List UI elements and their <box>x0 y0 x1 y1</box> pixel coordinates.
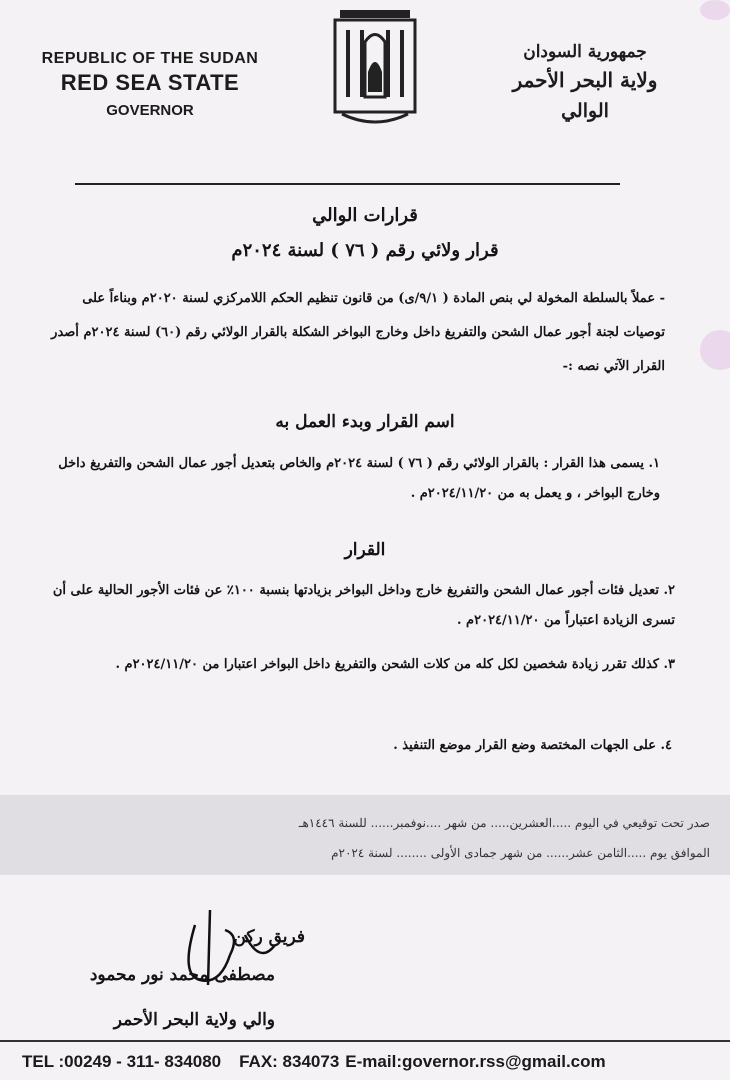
english-letterhead <box>30 50 270 119</box>
state-emblem-icon <box>330 2 420 132</box>
arabic-letterhead <box>460 42 710 122</box>
english-country: REPUBLIC OF THE SUDAN <box>41 50 259 67</box>
issue-date-lines <box>180 808 710 868</box>
issue-date-hijri: صدر تحت توقيعي في اليوم .....العشرين..... من شهر ....نوفمبر...... للسنة ١٤٤٦هـ <box>298 816 710 830</box>
decree-number-title: قرار ولائي رقم ( ٧٦ ) لسنة ٢٠٢٤م <box>231 240 499 261</box>
english-office: GOVERNOR <box>106 102 194 119</box>
footer-fax: FAX: 834073 <box>239 1052 340 1071</box>
clause-4: ٤. على الجهات المختصة وضع القرار موضع التنفيذ . <box>393 738 672 753</box>
document-heading: قرارات الوالي <box>312 205 418 226</box>
issue-date-gregorian: الموافق يوم .....الثامن عشر...... من شهر جمادى الأولى ........ لسنة ٢٠٢٤م <box>331 846 710 860</box>
arabic-state: ولاية البحر الأحمر <box>512 68 658 92</box>
footer-telephone: TEL :00249 - 311- 834080 <box>22 1052 222 1071</box>
signer-rank: فريق ركن <box>233 927 305 947</box>
clause-3: ٣. كذلك تقرر زيادة شخصين لكل كله من كلات الشحن والتفريغ داخل البواخر اعتبارا من ٢٠٢٤/١١/٢٠م . <box>115 657 675 672</box>
signer-title: والي ولاية البحر الأحمر <box>113 1010 275 1030</box>
clause-1: ١. يسمى هذا القرار : بالقرار الولائي رقم ( ٧٦ ) لسنة ٢٠٢٤م والخاص بتعديل أجور عمال الشحن والتفريغ داخل وخارج البواخر ، و يعمل به من ٢٠٢٤/١١/٢٠م . <box>58 456 660 501</box>
contact-footer <box>22 1052 722 1072</box>
english-state: RED SEA STATE <box>60 70 240 95</box>
page-smudge <box>700 0 730 20</box>
clause-2: ٢. تعديل فئات أجور عمال الشحن والتفريغ خارج وداخل البواخر بزيادتها بنسبة ١٠٠٪ عن فئات الأجور الحالية على أن تسرى الزيادة اعتباراً من ٢٠٢٤/١١/٢٠م . <box>52 583 675 628</box>
section-heading-decision: القرار <box>344 540 386 560</box>
arabic-office: الوالي <box>561 100 609 122</box>
page-smudge <box>700 330 730 370</box>
preamble-paragraph: - عملاً بالسلطة المخولة لي بنص المادة ( ٩/١/ى) من قانون تنظيم الحكم اللامركزي لسنة ٢٠٢٠م وبناءاً على توصيات لجنة أجور عمال الشحن والتفريغ داخل وخارج البواخر الشكلة بالقرار الولائي رقم (٦٠) لسنة ٢٠٢٤م أصدر القرار الآتي نصه :- <box>51 291 665 374</box>
header-divider <box>75 183 620 185</box>
footer-email: E-mail:governor.rss@gmail.com <box>345 1052 606 1071</box>
arabic-country: جمهورية السودان <box>523 42 647 62</box>
footer-divider <box>0 1040 730 1042</box>
section-heading-title: اسم القرار وبدء العمل به <box>275 412 455 432</box>
signer-name: مصطفى محمد نور محمود <box>89 965 275 985</box>
